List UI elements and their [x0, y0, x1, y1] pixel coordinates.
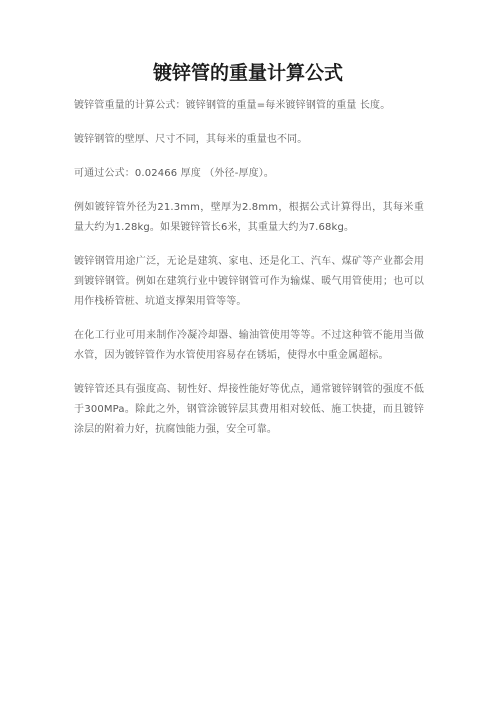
paragraph-chemical-industry: 在化工行业可用来制作冷凝冷却器、输油管使用等等。不过这种管不能用当做水管，因为镀锌管作为水管使用容易存在锈垢，使得水中重金属超标。	[74, 330, 424, 361]
paragraph-wall-thickness: 镀锌钢管的壁厚、尺寸不同，其每米的重量也不同。	[74, 134, 308, 145]
paragraph-general-formula: 可通过公式：0.02466 厚度 （外径-厚度）。	[74, 168, 275, 179]
paragraph-example: 例如镀锌管外径为21.3mm，壁厚为2.8mm，根据公式计算得出，其每米重量大约为1.28kg。如果镀锌管长6米，其重量大约为7.68kg。	[74, 202, 424, 233]
document-title: 镀锌管的重量计算公式	[152, 62, 343, 84]
paragraph-uses: 镀锌钢管用途广泛，无论是建筑、家电、还是化工、汽车、煤矿等产业都会用到镀锌钢管。例如在建筑行业中镀锌钢管可作为输煤、暖气用管使用；也可以用作栈桥管桩、坑道支撑架用管等等。	[74, 256, 424, 307]
paragraph-formula: 镀锌管重量的计算公式：镀锌钢管的重量=每米镀锌钢管的重量 长度。	[74, 100, 391, 111]
paragraph-advantages: 镀锌管还具有强度高、韧性好、焊接性能好等优点，通常镀锌钢管的强度不低于300MPa。除此之外，钢管涂镀锌层其费用相对较低、施工快捷，而且镀锌涂层的附着力好，抗腐蚀能力强，安全可靠。	[74, 384, 424, 435]
document-body	[74, 96, 424, 454]
